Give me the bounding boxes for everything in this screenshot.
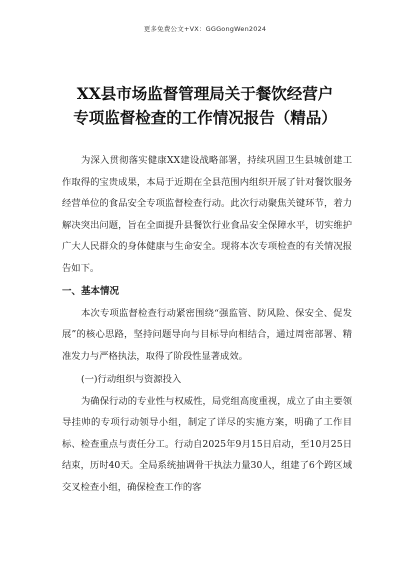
document-title	[40, 82, 370, 130]
header-note: 更多免费公文+VX：GGGongWen2024	[143, 25, 267, 33]
subsection-heading-organization: (一)行动组织与资源投入	[81, 374, 182, 385]
intro-paragraph: 为深入贯彻落实健康XX建设战略部署，持续巩固卫生县城创建工作取得的宝贵成果，本局于近期在全县范围内组织开展了针对餐饮服务经营单位的食品安全专项监督检查行动。此次行动聚焦关键环节，着力解决突出问题，旨在全面提升县餐饮行业食品安全保障水平，切实维护广大人民群众的身体健康与生命安全。现将本次专项检查的有关情况报告如下。	[62, 155, 352, 274]
section-1-paragraph: 本次专项监督检查行动紧密围绕“强监管、防风险、保安全、促发展”的核心思路，坚持问题导向与目标导向相结合，通过周密部署、精准发力与严格执法，取得了阶段性显著成效。	[62, 307, 352, 362]
document-title-line-1: XX县市场监督管理局关于餐饮经营户	[76, 84, 334, 103]
document-body	[62, 150, 352, 498]
document-title-line-2: 专项监督检查的工作情况报告（精品）	[73, 108, 337, 127]
section-heading-basic-situation: 一、基本情况	[62, 286, 120, 297]
subsection-1-paragraph: 为确保行动的专业性与权威性，局党组高度重视，成立了由主要领导挂帅的专项行动领导小组，制定了详尽的实施方案，明确了工作目标、检查重点与责任分工。行动自2025年9月15日启动，至10月25日结束，历时40天。全局系统抽调骨干执法力量30人，组建了6个跨区域交叉检查小组，确保检查工作的客	[62, 395, 352, 493]
